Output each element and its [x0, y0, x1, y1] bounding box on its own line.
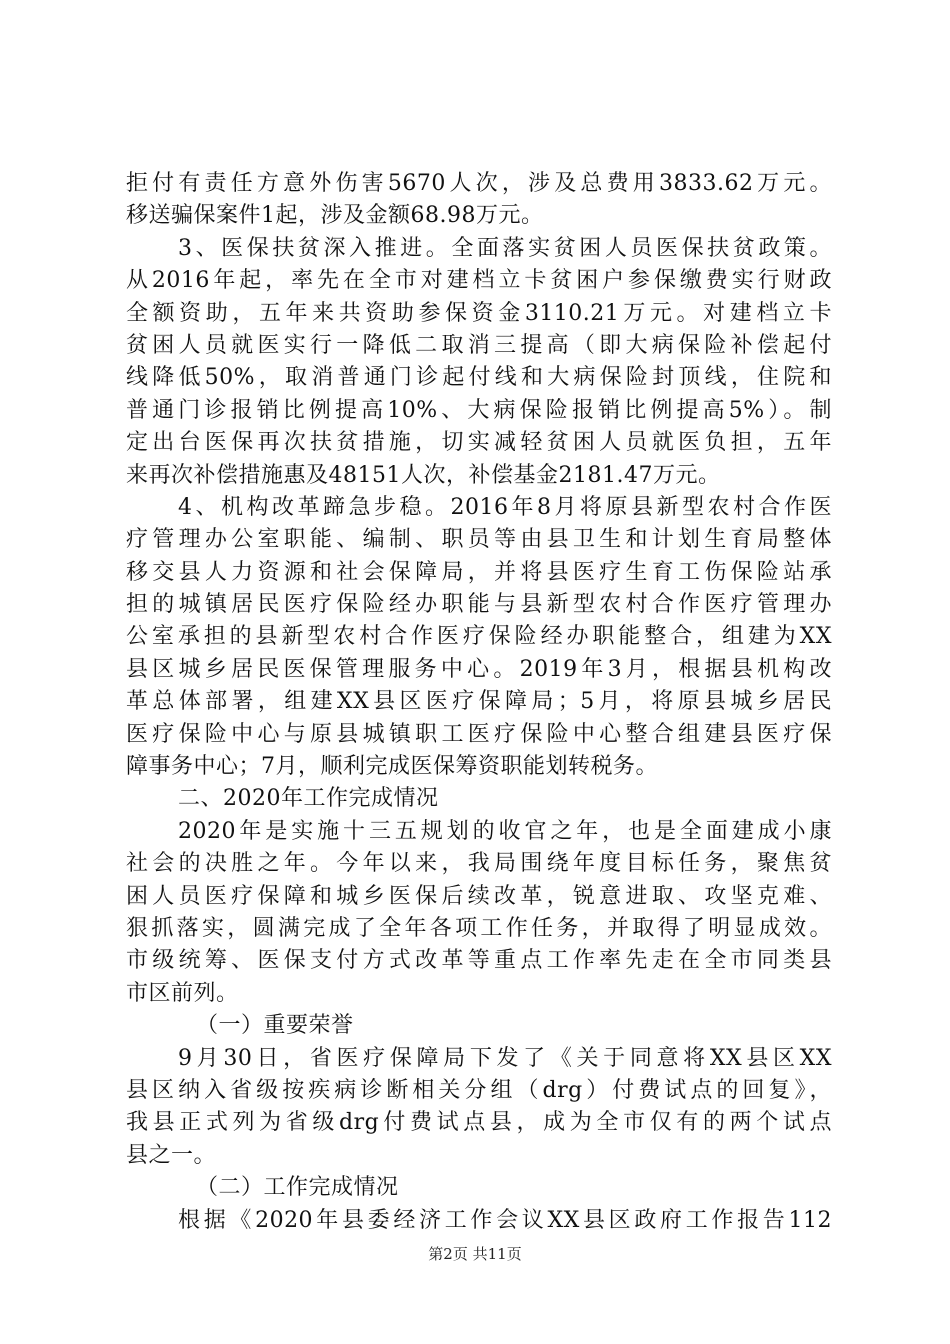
subsection-heading: （二）工作完成情况	[196, 1175, 399, 1201]
text-line: 社会的决胜之年。今年以来，我局围绕年度目标任务，聚焦贫	[126, 851, 832, 877]
text-line: 来再次补偿措施惠及48151人次，补偿基金2181.47万元。	[126, 462, 721, 488]
text-line: 全额资助，五年来共资助参保资金3110.21万元。对建档立卡	[126, 300, 832, 326]
text-line: 担的城镇居民医疗保险经办职能与县新型农村合作医疗管理办	[126, 592, 832, 618]
text-line: 疗管理办公室职能、编制、职员等由县卫生和计划生育局整体	[126, 527, 832, 553]
text-line: 移送骗保案件1起，涉及金额68.98万元。	[126, 203, 544, 229]
text-line: 市区前列。	[126, 980, 239, 1006]
paragraph-heading-line: 3、医保扶贫深入推进。全面落实贫困人员医保扶贫政策。	[178, 235, 832, 261]
text-line: 线降低50%，取消普通门诊起付线和大病保险封顶线，住院和	[126, 365, 832, 391]
text-line: 移交县人力资源和社会保障局，并将县医疗生育工伤保险站承	[126, 559, 832, 585]
subsection-heading: （一）重要荣誉	[196, 1013, 354, 1039]
text-line: 障事务中心；7月，顺利完成医保筹资职能划转税务。	[126, 754, 658, 780]
page-number-footer: 第2页 共11页	[428, 1245, 522, 1263]
text-line: 从2016年起，率先在全市对建档立卡贫困户参保缴费实行财政	[126, 268, 832, 294]
paragraph-heading-line: 4、机构改革蹄急步稳。2016年8月将原县新型农村合作医	[178, 494, 832, 520]
section-heading: 二、2020年工作完成情况	[178, 786, 439, 812]
document-body	[126, 168, 832, 1237]
text-line: 公室承担的县新型农村合作医疗保险经办职能整合，组建为XX	[126, 624, 832, 650]
text-line: 拒付有责任方意外伤害5670人次，涉及总费用3833.62万元。	[126, 171, 832, 196]
text-line: 定出台医保再次扶贫措施，切实减轻贫困人员就医负担，五年	[126, 430, 832, 456]
paragraph-first-line: 9月30日，省医疗保障局下发了《关于同意将XX县区XX	[178, 1045, 832, 1071]
text-line: 革总体部署，组建XX县区医疗保障局；5月，将原县城乡居民	[126, 689, 832, 715]
text-line: 普通门诊报销比例提高10%、大病保险报销比例提高5%）。制	[126, 397, 832, 423]
paragraph-first-line: 根据《2020年县委经济工作会议XX县区政府工作报告112	[178, 1207, 832, 1233]
text-line: 市级统筹、医保支付方式改革等重点工作率先走在全市同类县	[126, 948, 832, 974]
text-line: 县区纳入省级按疾病诊断相关分组（drg）付费试点的回复》，	[126, 1077, 832, 1103]
text-line: 县区城乡居民医保管理服务中心。2019年3月，根据县机构改	[126, 656, 832, 682]
text-line: 我县正式列为省级drg付费试点县，成为全市仅有的两个试点	[126, 1110, 832, 1136]
text-line: 贫困人员就医实行一降低二取消三提高（即大病保险补偿起付	[126, 332, 832, 358]
text-line: 县之一。	[126, 1142, 217, 1168]
text-line: 狠抓落实，圆满完成了全年各项工作任务，并取得了明显成效。	[126, 915, 832, 941]
text-line: 困人员医疗保障和城乡医保后续改革，锐意进取、攻坚克难、	[126, 883, 832, 909]
paragraph-first-line: 2020年是实施十三五规划的收官之年，也是全面建成小康	[178, 818, 832, 844]
text-line: 医疗保险中心与原县城镇职工医疗保险中心整合组建县医疗保	[126, 721, 832, 747]
